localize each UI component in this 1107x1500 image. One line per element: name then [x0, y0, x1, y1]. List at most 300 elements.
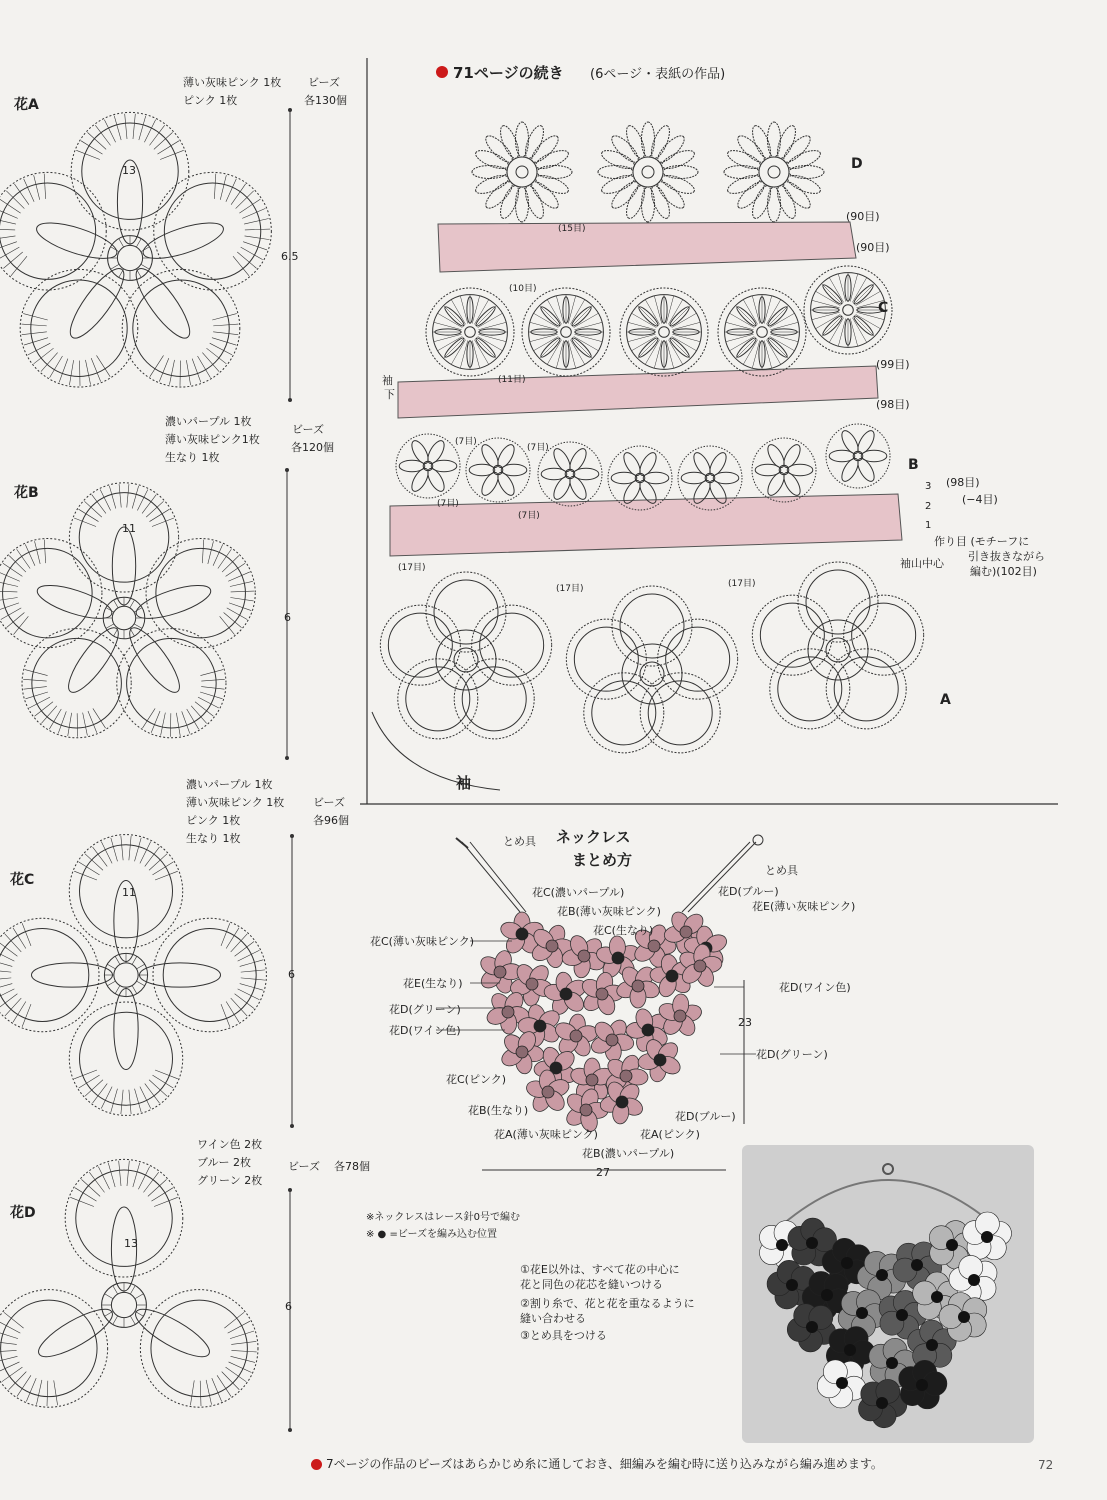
start-row-2: 引き抜きながら — [968, 550, 1045, 563]
size-tick-bottom-0 — [288, 398, 292, 402]
flower-a-chart-stitch — [245, 229, 270, 230]
sleeve-label: 袖 — [456, 774, 472, 792]
circle-3: 3 — [925, 481, 932, 492]
stitch-15: (15目) — [558, 224, 586, 234]
nl-label-4: 花C(薄い灰味ピンク) — [370, 935, 475, 948]
flower-d-chart-petal — [65, 1159, 183, 1277]
flower-d-chart-center-stitch — [135, 1294, 143, 1299]
motif-a-petal — [472, 605, 552, 685]
flower-a-chart-petal — [20, 269, 138, 387]
motif-a-petal — [658, 619, 738, 699]
flower-d-chart-stitch — [47, 1381, 48, 1406]
size-tick-top-0 — [288, 108, 292, 112]
flower-d-chart-stitch — [190, 1380, 194, 1405]
flower-b-chart-loop — [61, 622, 126, 699]
flower-d-chart-stitch — [229, 1362, 252, 1373]
flower-c-chart-petal — [0, 918, 99, 1031]
step-1: ①花E以外は、すべて花の中心に — [520, 1263, 680, 1276]
flower-c-chart-stitch — [140, 842, 151, 864]
motif-d-0-petal — [516, 122, 529, 157]
flower-c-yarn-4: 生なり 1枚 — [186, 832, 241, 845]
flower-a-chart-stitch — [11, 256, 27, 276]
flower-d-chart-center-stitch — [113, 1316, 118, 1324]
flower-d-chart — [0, 1159, 258, 1407]
row-98b: (98目) — [946, 476, 980, 489]
motif-a-ring — [622, 644, 682, 704]
stitch-7c: (7目) — [437, 499, 459, 509]
flower-a-chart-stitch — [125, 114, 127, 139]
nl-label-12: 花A(ピンク) — [640, 1128, 700, 1141]
nl-label-8: 花C(ピンク) — [446, 1073, 507, 1086]
flower-b-yarn-3: 生なり 1枚 — [165, 451, 220, 464]
flower-b-center: 11 — [122, 522, 136, 535]
motif-d-2-petal — [789, 166, 824, 179]
flower-c-chart-center-stitch — [137, 981, 145, 986]
nl-label-13: 花D(ブルー) — [675, 1110, 736, 1123]
flower-b-chart-stitch — [202, 540, 203, 563]
motif-a-petal-inner — [462, 667, 526, 731]
photo-flower-center — [776, 1239, 788, 1251]
start-row: 作り目 (モチーフに — [934, 535, 1030, 548]
flower-b-yarn-1: 濃いパープル 1枚 — [165, 415, 252, 428]
photo-flower-center — [806, 1321, 818, 1333]
flower-c-yarn-3: ピンク 1枚 — [186, 814, 241, 827]
flower-b-chart-stitch — [88, 711, 97, 733]
flower-b-chart-petal-inner — [79, 493, 169, 583]
photo-flower-center — [931, 1291, 943, 1303]
photo-flower-center — [916, 1379, 928, 1391]
photo-flower-center — [786, 1279, 798, 1291]
photo-flower-center — [856, 1307, 868, 1319]
flower-b-chart-stitch — [127, 484, 129, 507]
chain-right — [688, 842, 756, 912]
band-1 — [438, 222, 856, 272]
flower-a-chart-petal — [0, 172, 106, 290]
flower-a-chart-stitch — [213, 332, 238, 335]
flower-d-chart-stitch — [98, 1167, 109, 1190]
flower-d-chart-center-inner — [111, 1292, 136, 1317]
flower-c-size: 6 — [288, 968, 295, 981]
flower-d-name: 花D — [10, 1205, 36, 1221]
necklace-flower-center — [578, 950, 590, 962]
flower-b-chart-stitch — [151, 711, 160, 733]
flower-b-chart-stitch — [230, 598, 253, 601]
motif-d-1-petal — [654, 132, 688, 166]
flower-a-chart-center-inner — [117, 245, 142, 270]
flower-c-chart-stitch — [135, 838, 142, 861]
motif-a-petal-inner — [834, 657, 898, 721]
flower-d-chart-stitch — [222, 1372, 240, 1390]
photo-flower-center — [886, 1357, 898, 1369]
flower-b-chart-center-stitch — [130, 628, 135, 636]
flower-c-chart-petal-inner — [80, 1012, 173, 1105]
motif-b-5 — [752, 438, 816, 502]
flower-d-chart-stitch — [0, 1350, 17, 1352]
necklace-flower-center — [526, 978, 538, 990]
motif-d-2-petal — [780, 132, 814, 166]
flower-d-chart-center-stitch — [105, 1294, 113, 1299]
flower-d-chart-stitch — [200, 1381, 201, 1406]
motif-d-1-petal — [623, 183, 648, 220]
flower-c-chart-stitch — [238, 950, 260, 961]
motif-d-1-petal — [654, 178, 688, 212]
motif-d-2 — [724, 122, 824, 222]
nl-label-9: 花B(生なり) — [468, 1104, 529, 1117]
flower-a-beads-label: ビーズ — [308, 76, 341, 89]
flower-a-chart-petal — [122, 269, 240, 387]
flower-b-chart-stitch — [200, 670, 223, 676]
flower-b-chart-petal — [69, 483, 178, 592]
flower-b-chart-stitch — [23, 679, 46, 681]
motif-d-1-petal — [642, 187, 655, 222]
size-tick-top-1 — [285, 468, 289, 472]
flower-d-chart-center-stitch — [130, 1286, 135, 1294]
flower-a-chart-stitch — [244, 218, 269, 224]
flower-c-chart-petal — [153, 918, 266, 1031]
flower-d-chart-stitch — [212, 1378, 222, 1401]
flower-c-chart-stitch — [0, 970, 11, 972]
flower-d-chart-stitch — [231, 1341, 256, 1344]
nl-label-10: 花A(薄い灰味ピンク) — [494, 1128, 598, 1141]
necklace-flower-center — [620, 1070, 632, 1082]
motif-c-0-hub — [465, 327, 476, 338]
motif-a-petal-inner — [760, 603, 824, 667]
motif-d-0-petal — [516, 187, 529, 222]
clasp-ring — [753, 835, 763, 845]
clasp-hook — [456, 838, 468, 848]
flower-c-chart-loop — [140, 963, 221, 987]
motif-a-petal — [612, 586, 692, 666]
flower-a-chart-loop — [128, 262, 198, 345]
underarm-2: 下 — [384, 388, 395, 401]
flower-a-chart-stitch — [160, 150, 184, 159]
motif-d-2-petal — [780, 178, 814, 212]
flower-d-chart-petal-inner — [1, 1300, 97, 1396]
flower-c-beads-count: 各96個 — [313, 814, 349, 827]
motif-a-1 — [566, 586, 737, 753]
motif-a-petal-inner — [388, 613, 452, 677]
circle-1: 1 — [925, 520, 932, 531]
flower-a-beads-count: 各130個 — [304, 94, 347, 107]
necklace-flower-center — [580, 1104, 592, 1116]
flower-a-chart-stitch — [233, 256, 249, 276]
necklace-flower-center — [674, 1010, 686, 1022]
cap-center: 袖山中心 — [900, 557, 944, 570]
necklace-flower-center — [570, 1030, 582, 1042]
flower-c-chart-petal — [69, 1002, 182, 1115]
flower-a-chart-stitch — [133, 114, 135, 139]
flower-a-chart-stitch — [76, 150, 100, 159]
flower-a-chart-stitch — [220, 175, 226, 200]
note-2: ※ ● =ビーズを編み込む位置 — [366, 1229, 497, 1240]
photo-flower-center — [911, 1259, 923, 1271]
flower-d-chart-stitch — [119, 1161, 121, 1186]
flower-d-chart-stitch — [127, 1161, 129, 1186]
flower-b-chart-stitch — [0, 572, 20, 581]
flower-a-chart-petal-inner — [31, 280, 127, 376]
flower-c-chart-stitch — [135, 1089, 142, 1112]
flower-a-chart-stitch — [213, 324, 238, 326]
necklace-flower-center — [546, 940, 558, 952]
motif-d-0-petal — [533, 172, 570, 197]
flower-a-chart-stitch — [0, 229, 15, 230]
necklace-flower-center — [632, 980, 644, 992]
footer-note: 7ページの作品のビーズはあらかじめ糸に通しておき、細編みを編む時に送り込みながら編み進めます。 — [326, 1457, 883, 1471]
motif-a-ring — [436, 630, 496, 690]
step-2: ②割り糸で、花と花を重なるように — [520, 1297, 695, 1310]
motif-c-3 — [718, 288, 806, 376]
flower-b-chart-stitch — [0, 603, 19, 611]
flower-a-chart-petal-inner — [164, 183, 260, 279]
motif-d-0-petal — [473, 147, 510, 172]
flower-d-chart-stitch — [230, 1331, 254, 1339]
motif-d-1-hub — [642, 166, 654, 178]
flower-b-yarn-2: 薄い灰味ピンク1枚 — [165, 433, 260, 446]
motif-c-1 — [522, 288, 610, 376]
flower-b-chart-stitch — [119, 484, 121, 507]
motif-d-0-petal — [537, 166, 572, 179]
motif-c-0 — [426, 288, 514, 376]
motif-a-petal — [426, 572, 506, 652]
motif-d-2-hub — [768, 166, 780, 178]
motif-c-2-hub — [659, 327, 670, 338]
flower-a-chart-stitch — [85, 360, 90, 385]
flower-b-chart-stitch — [74, 518, 96, 527]
necklace-flower-center — [516, 928, 528, 940]
necklace-flower-center — [616, 1096, 628, 1108]
chain-right-2 — [682, 842, 750, 912]
flower-a-chart-stitch — [34, 175, 40, 200]
flower-d-chart-stitch — [26, 1378, 36, 1401]
flower-d-yarn-2: ブルー 2枚 — [197, 1156, 252, 1169]
motif-d-0-petal — [482, 132, 516, 166]
flower-d-chart-stitch — [154, 1197, 178, 1206]
motif-a-petal — [566, 619, 646, 699]
flower-c-chart-stitch — [74, 1070, 97, 1079]
photo-flower-center — [958, 1311, 970, 1323]
flower-b-chart-stitch — [25, 544, 35, 565]
motif-d-2-petal — [768, 187, 781, 222]
nl-label-11: 花B(濃いパープル) — [582, 1147, 675, 1160]
flower-a-chart-center-stitch — [136, 269, 141, 277]
flower-b-chart-petal — [0, 538, 102, 647]
flower-c-chart-center-stitch — [137, 964, 145, 969]
photo-flower-center — [876, 1269, 888, 1281]
flower-b-chart-petal — [22, 629, 131, 738]
step-1b: 花と同色の花芯を縫いつける — [520, 1278, 663, 1291]
flower-a-chart-petal-inner — [133, 280, 229, 376]
flower-d-chart-center-stitch — [113, 1286, 118, 1294]
photo-flower-center — [806, 1237, 818, 1249]
necklace-flower-center — [596, 988, 608, 1000]
flower-a-chart-stitch — [236, 191, 254, 209]
motif-a-petal-inner — [648, 681, 712, 745]
flower-d-chart-stitch — [0, 1341, 17, 1344]
motif-a-petal — [380, 605, 460, 685]
motif-d-0-petal — [528, 132, 562, 166]
flower-a-chart-center-stitch — [136, 239, 141, 247]
photo-flower-center — [968, 1274, 980, 1286]
necklace-flower-center — [680, 926, 692, 938]
flower-c-chart-stitch — [155, 871, 178, 880]
flower-a-chart-petal-inner — [0, 183, 96, 279]
flower-b-chart-loop — [122, 622, 187, 699]
motif-c-3-hub — [757, 327, 768, 338]
photo-flower-center — [821, 1289, 833, 1301]
photo-flower-6 — [963, 1212, 1012, 1260]
flower-d-chart-petal-inner — [76, 1170, 172, 1266]
flower-b-chart-center-inner — [112, 606, 135, 629]
photo-flower-center — [841, 1257, 853, 1269]
motif-d-0-petal — [482, 178, 516, 212]
flower-c-chart-stitch — [101, 842, 112, 864]
nl-label-15: 花D(ワイン色) — [779, 981, 851, 994]
flower-b-chart-stitch — [200, 692, 222, 699]
motif-d-0-hub — [516, 166, 528, 178]
nl-label-7: 花D(ワイン色) — [389, 1024, 461, 1037]
flower-b-chart-stitch — [152, 518, 174, 527]
flower-d-chart-center-stitch — [135, 1311, 143, 1316]
motif-d-0-petal — [522, 123, 547, 160]
flower-a-chart-stitch — [22, 324, 47, 326]
photo-flower-13 — [787, 1304, 836, 1352]
flower-b-chart-petal-inner — [156, 548, 246, 638]
photo-flower-center — [981, 1231, 993, 1243]
motif-a-petal-inner — [620, 594, 684, 658]
band-2 — [398, 366, 878, 418]
flower-c-chart-stitch — [121, 1090, 123, 1114]
flower-b-chart-stitch — [109, 486, 115, 509]
flower-c-name: 花C — [10, 872, 35, 888]
flower-d-beads-count: 各78個 — [334, 1160, 370, 1173]
flower-a-yarn-2: ピンク 1枚 — [183, 94, 238, 107]
nl-label-3: 花C(生なり) — [593, 924, 654, 937]
motif-d-2-petal — [768, 122, 781, 157]
motif-d-2-petal — [724, 166, 759, 179]
flower-c-chart-stitch — [155, 1070, 178, 1079]
motif-d-2-petal — [785, 172, 822, 197]
stitch-17a: (17目) — [398, 563, 426, 573]
necklace-flower-center — [666, 970, 678, 982]
flower-c-chart-stitch — [240, 960, 263, 967]
flower-c-chart-stitch — [238, 989, 260, 1000]
flower-b-beads-label: ビーズ — [292, 423, 325, 436]
flower-c-chart-stitch — [0, 984, 12, 991]
flower-d-chart-petal — [0, 1290, 108, 1408]
flower-c-center: 11 — [122, 886, 136, 899]
flower-c-chart-stitch — [240, 984, 263, 991]
flower-d-chart-stitch — [206, 1380, 211, 1405]
motif-a-petal — [798, 562, 878, 642]
motif-d-2-petal — [774, 123, 799, 160]
flower-d-chart-stitch — [70, 1197, 94, 1206]
flower-c-chart-stitch — [241, 978, 265, 980]
nl-label-14: 花D(グリーン) — [756, 1048, 828, 1061]
photo-flower-center — [836, 1377, 848, 1389]
flower-d-chart-stitch — [36, 1380, 41, 1405]
flower-c-yarn-1: 濃いパープル 1枚 — [186, 778, 273, 791]
flower-a-chart-stitch — [91, 358, 101, 381]
flower-d-chart-stitch — [231, 1356, 256, 1362]
motif-d-1-petal — [598, 166, 633, 179]
flower-b-chart-stitch — [213, 544, 223, 565]
flower-a-chart-stitch — [23, 314, 47, 320]
flower-a-chart-stitch — [144, 120, 155, 143]
flower-b-chart-stitch — [176, 713, 180, 736]
flower-a-chart-stitch — [192, 359, 201, 383]
necklace-flower-center — [606, 1034, 618, 1046]
flower-a-chart-stitch — [169, 360, 174, 385]
sleeve-curve — [372, 712, 500, 790]
flower-d-chart-stitch — [54, 1380, 58, 1405]
flower-d-chart-center-stitch — [105, 1311, 113, 1316]
flower-c-chart — [0, 835, 266, 1116]
row-minus4: (−4目) — [962, 493, 998, 506]
flower-c-chart-stitch — [221, 923, 230, 946]
stitch-7a: (7目) — [455, 437, 477, 447]
flower-a-chart-stitch — [69, 360, 73, 385]
flower-c-chart-stitch — [0, 942, 17, 957]
step-2b: 縫い合わせる — [520, 1312, 586, 1325]
flower-c-chart-center-stitch — [132, 986, 137, 994]
flower-b-name: 花B — [14, 485, 39, 501]
flower-b-chart-stitch — [23, 687, 46, 690]
row-label-b: B — [908, 457, 919, 473]
flower-c-chart-stitch — [0, 978, 11, 980]
nl-label-6: 花D(グリーン) — [389, 1003, 461, 1016]
size-tick-bottom-2 — [290, 1124, 294, 1128]
page-number: 72 — [1038, 1458, 1054, 1472]
motif-d-1-petal — [642, 122, 655, 157]
page-title: 71ページの続き — [453, 64, 564, 82]
flower-c-chart-center-stitch — [107, 964, 115, 969]
flower-c-chart-stitch — [22, 923, 31, 946]
row-90b: (90目) — [856, 241, 890, 254]
motif-d-1-ring — [633, 157, 663, 187]
photo-flower-center — [876, 1397, 888, 1409]
motif-a-petal-inner — [434, 580, 498, 644]
flower-d-chart-center-stitch — [130, 1316, 135, 1324]
nl-height: 23 — [738, 1016, 752, 1029]
circle-2: 2 — [925, 501, 932, 512]
motif-d-2-petal — [734, 132, 768, 166]
flower-b-chart-petal — [117, 629, 226, 738]
stitch-10: (10目) — [509, 284, 537, 294]
flower-c-chart-stitch — [221, 1004, 230, 1027]
flower-b-chart-stitch — [137, 489, 147, 510]
flower-a-chart-center-stitch — [119, 239, 124, 247]
stitch-11: (11目) — [498, 375, 526, 385]
motif-d-1-petal — [659, 172, 696, 197]
motif-d-0 — [472, 122, 572, 222]
motif-d-1 — [598, 122, 698, 222]
start-row-3: 編む)(102目) — [970, 565, 1037, 578]
flower-b-size: 6 — [284, 611, 291, 624]
motif-d-2-petal — [749, 183, 774, 220]
flower-b-chart-stitch — [44, 540, 45, 563]
flower-c-chart-loop — [114, 989, 138, 1070]
motif-d-2-ring — [759, 157, 789, 187]
page-subtitle: (6ページ・表紙の作品) — [590, 67, 726, 82]
flower-a-chart-stitch — [114, 116, 121, 140]
motif-d-1-petal — [608, 132, 642, 166]
motif-b-5-rim — [752, 438, 816, 502]
necklace-flower-center — [494, 966, 506, 978]
size-tick-top-3 — [288, 1188, 292, 1192]
flower-c-yarn-2: 薄い灰味ピンク 1枚 — [186, 796, 285, 809]
note-1: ※ネックレスはレース針0号で編む — [366, 1212, 520, 1223]
flower-d-chart-petal — [140, 1290, 258, 1408]
